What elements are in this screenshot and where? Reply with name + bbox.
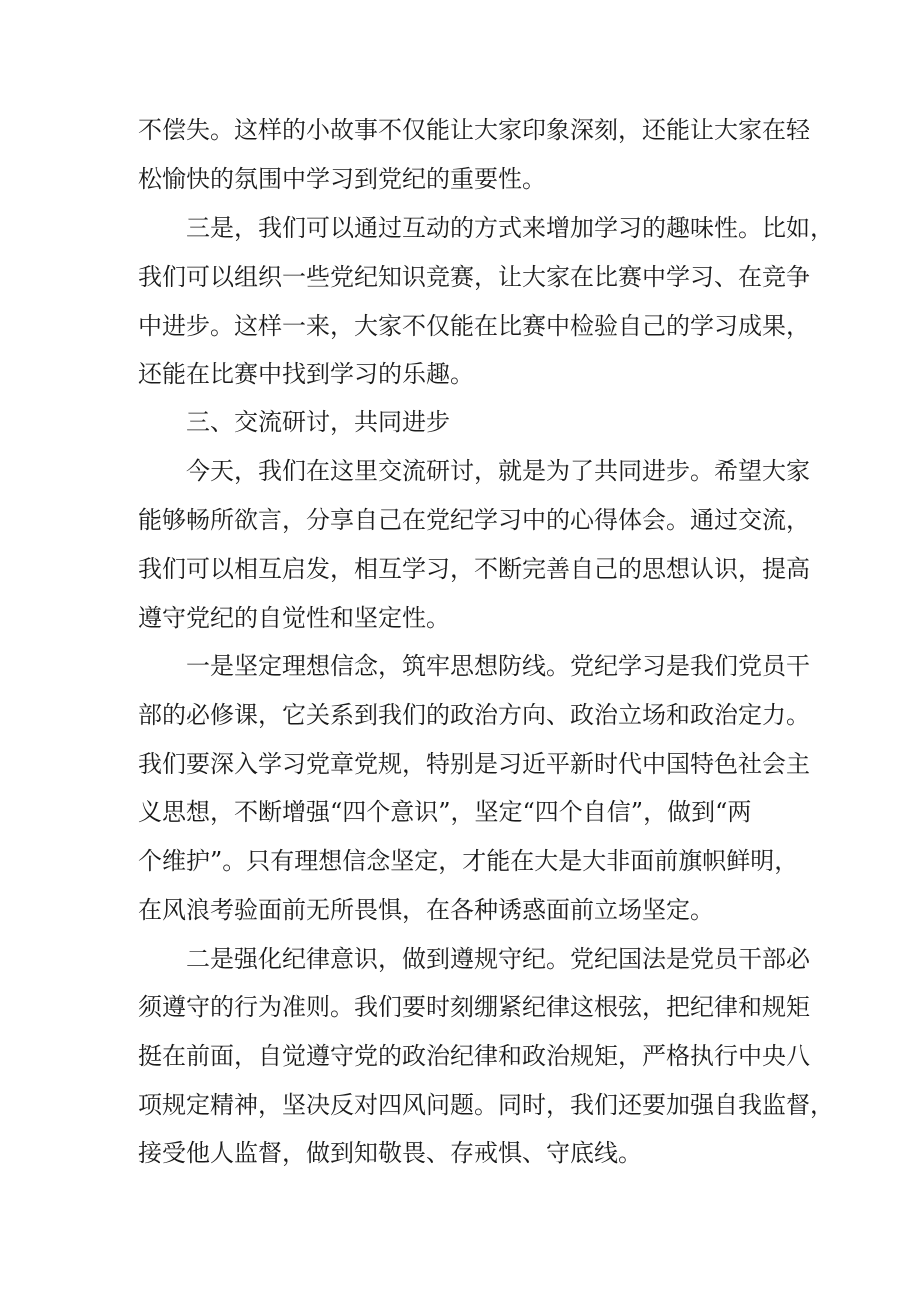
text-line: 今天，我们在这里交流研讨，就是为了共同进步。希望大家 [186,457,810,485]
text-line: 项规定精神，坚决反对四风问题。同时，我们还要加强自我监督， [138,1091,834,1119]
text-line: 三是，我们可以通过互动的方式来增加学习的趣味性。比如， [186,214,834,242]
text-line: 能够畅所欲言，分享自己在党纪学习中的心得体会。通过交流， [138,506,810,534]
text-line: 在风浪考验面前无所畏惧，在各种诱惑面前立场坚定。 [138,896,714,924]
text-line: 我们可以组织一些党纪知识竞赛，让大家在比赛中学习、在竞争 [138,263,810,291]
text-line: 一是坚定理想信念，筑牢思想防线。党纪学习是我们党员干 [186,652,810,680]
section-heading: 三、交流研讨，共同进步 [186,408,450,436]
text-line: 遵守党纪的自觉性和坚定性。 [138,604,450,632]
text-line: 松愉快的氛围中学习到党纪的重要性。 [138,165,546,193]
text-line: 挺在前面，自觉遵守党的政治纪律和政治规矩，严格执行中央八 [138,1042,810,1070]
text-line: 我们要深入学习党章党规，特别是习近平新时代中国特色社会主 [138,750,810,778]
text-line: 二是强化纪律意识，做到遵规守纪。党纪国法是党员干部必 [186,945,810,973]
text-line: 须遵守的行为准则。我们要时刻绷紧纪律这根弦，把纪律和规矩 [138,993,810,1021]
text-line: 中进步。这样一来，大家不仅能在比赛中检验自己的学习成果， [138,312,810,340]
text-line: 还能在比赛中找到学习的乐趣。 [138,360,474,388]
text-line: 个维护”。只有理想信念坚定，才能在大是大非面前旗帜鲜明， [138,847,799,875]
text-line: 接受他人监督，做到知敬畏、存戒惧、守底线。 [138,1139,642,1167]
text-line: 义思想，不断增强“四个意识”，坚定“四个自信”，做到“两 [138,798,752,826]
text-line: 我们可以相互启发，相互学习，不断完善自己的思想认识，提高 [138,555,810,583]
text-line: 部的必修课，它关系到我们的政治方向、政治立场和政治定力。 [138,701,810,729]
text-line: 不偿失。这样的小故事不仅能让大家印象深刻，还能让大家在轻 [138,116,810,144]
